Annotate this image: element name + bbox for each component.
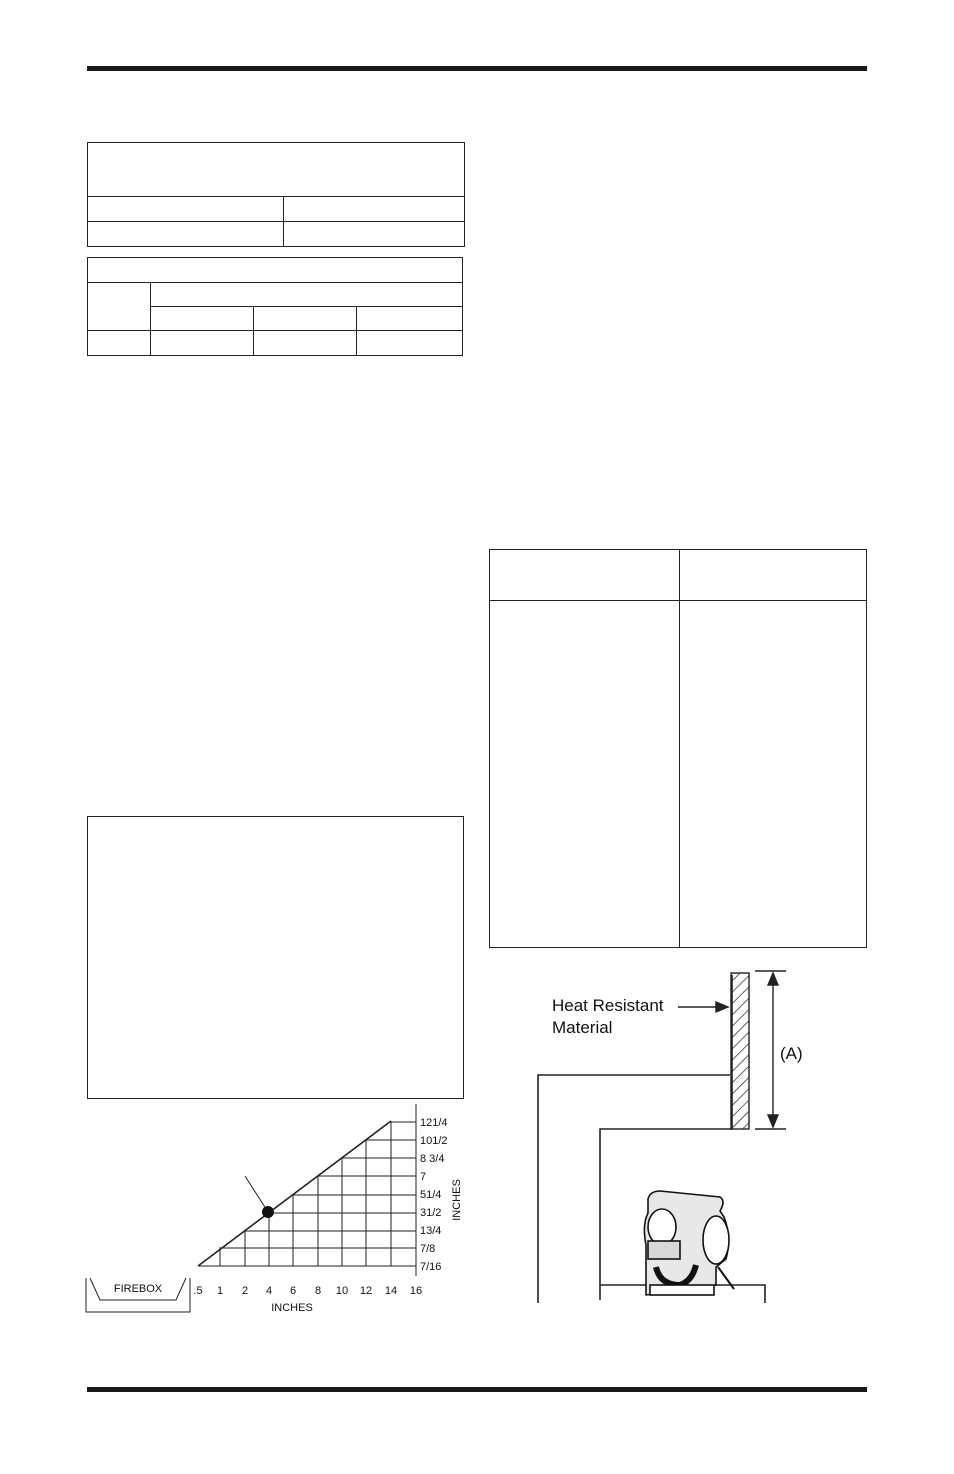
marker-point xyxy=(262,1206,274,1218)
table-2-divider xyxy=(150,306,463,307)
dimension-label: (A) xyxy=(780,1044,803,1063)
x-tick: 6 xyxy=(289,1285,297,1297)
x-axis-label: INCHES xyxy=(271,1302,313,1314)
table-1-divider xyxy=(87,221,465,222)
clearance-table-divider xyxy=(679,549,680,948)
y-tick: 13/4 xyxy=(420,1225,442,1237)
y-tick: 8 3/4 xyxy=(420,1153,445,1165)
x-tick: 8 xyxy=(314,1285,322,1297)
material-pointer xyxy=(678,1002,728,1012)
y-axis-label: INCHES xyxy=(451,1179,463,1221)
clearance-table xyxy=(489,549,867,948)
x-tick: 12 xyxy=(359,1285,373,1297)
y-tick: 7 xyxy=(420,1171,427,1183)
table-1-divider xyxy=(283,196,284,247)
x-tick: .5 xyxy=(193,1285,203,1297)
x-tick: 1 xyxy=(216,1285,224,1297)
x-tick: 16 xyxy=(409,1285,423,1297)
firebox-label: FIREBOX xyxy=(113,1283,163,1295)
x-tick: 14 xyxy=(384,1285,398,1297)
clearance-table-divider xyxy=(489,600,867,601)
heat-resistant-material xyxy=(731,973,749,1129)
x-tick: 2 xyxy=(241,1285,249,1297)
spec-table-1 xyxy=(87,142,465,247)
header-rule xyxy=(87,66,867,71)
footer-rule xyxy=(87,1387,867,1392)
material-label-line1: Heat Resistant xyxy=(552,996,664,1015)
y-tick: 101/2 xyxy=(420,1135,448,1147)
x-tick: 10 xyxy=(335,1285,349,1297)
heater-illustration xyxy=(644,1191,734,1295)
table-2-divider xyxy=(87,330,463,331)
chart-grid xyxy=(198,1104,416,1276)
mantel-diagram xyxy=(520,955,820,1305)
x-tick-labels xyxy=(193,1285,422,1297)
material-label-line2: Material xyxy=(552,1018,613,1037)
table-2-divider xyxy=(253,306,254,356)
table-2-divider xyxy=(356,306,357,356)
notice-box xyxy=(87,816,464,1099)
y-tick: 7/8 xyxy=(420,1243,436,1255)
y-tick: 7/16 xyxy=(420,1261,442,1273)
clearance-chart xyxy=(80,1100,480,1320)
table-2-divider xyxy=(150,282,151,356)
x-tick: 4 xyxy=(265,1285,273,1297)
y-tick: 31/2 xyxy=(420,1207,442,1219)
table-2-divider xyxy=(87,282,463,283)
table-1-divider xyxy=(87,196,465,197)
y-tick: 121/4 xyxy=(420,1117,448,1129)
y-tick: 51/4 xyxy=(420,1189,442,1201)
y-tick-labels xyxy=(420,1117,448,1273)
